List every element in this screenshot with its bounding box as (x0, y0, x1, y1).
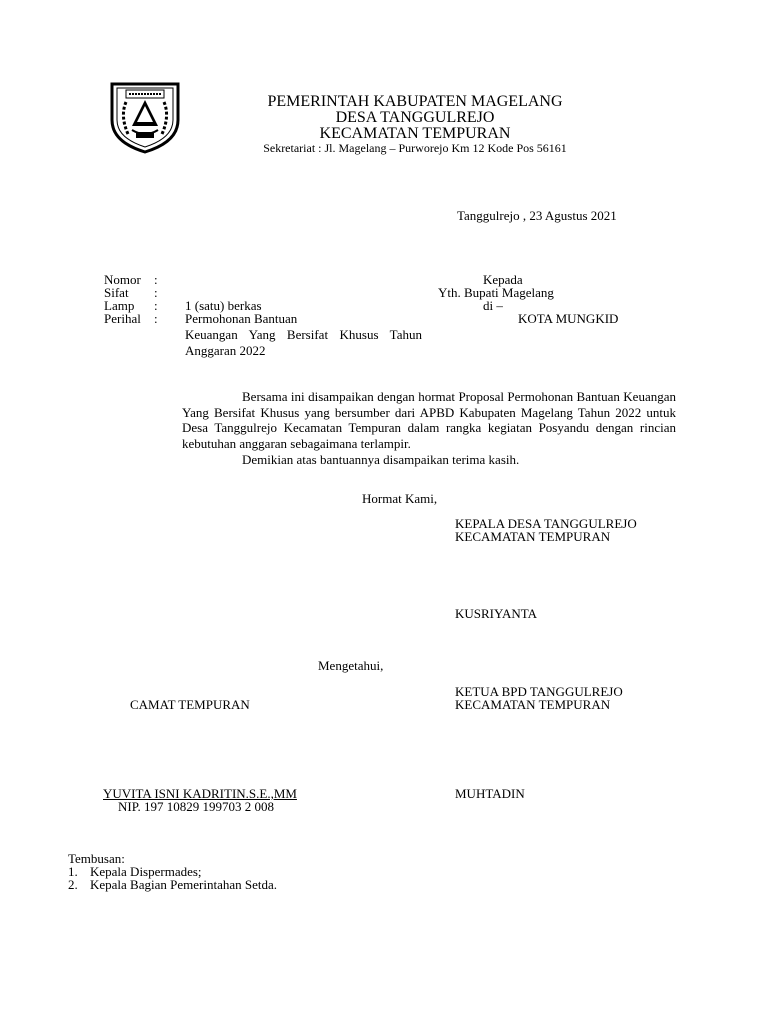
tembusan-item-2-num: 2. (68, 877, 78, 892)
tembusan-item-2: Kepala Bagian Pemerintahan Setda. (90, 877, 277, 892)
perihal-label: Perihal (104, 311, 141, 326)
perihal-line1: Permohonan Bantuan (185, 311, 298, 326)
nomor-label: Nomor (104, 272, 141, 287)
place-date: Tanggulrejo , 23 Agustus 2021 (457, 208, 617, 223)
closing-greeting: Hormat Kami, (362, 491, 438, 506)
body-paragraph-2: Demikian atas bantuannya disampaikan terima kasih. (242, 452, 520, 467)
recipient-city: KOTA MUNGKID (518, 311, 619, 326)
perihal-line2: Keuangan Yang Bersifat Khusus Tahun (185, 327, 422, 342)
tembusan-heading: Tembusan: (68, 851, 125, 866)
bpd-name: MUHTADIN (455, 786, 525, 801)
letterhead-address: Sekretariat : Jl. Magelang – Purworejo Km 12 Kode Pos 56161 (263, 141, 567, 155)
bpd-title-2: KECAMATAN TEMPURAN (455, 697, 611, 712)
sifat-label: Sifat (104, 285, 129, 300)
letterhead-line1: PEMERINTAH KABUPATEN MAGELANG (267, 93, 563, 110)
perihal-line3: Anggaran 2022 (185, 343, 266, 358)
tembusan-item-1: Kepala Dispermades; (90, 864, 202, 879)
body-paragraph-1 (182, 389, 676, 451)
camat-title: CAMAT TEMPURAN (130, 697, 250, 712)
mengetahui-label: Mengetahui, (318, 658, 384, 673)
body-paragraph-1-text: Bersama ini disampaikan dengan hormat Proposal Permohonan Bantuan Keuangan Yang Bersifat Khusus yang bersumber dari APBD Kabupaten Magelang Tahun 2022 untuk Desa Tanggulrejo Kecamatan Tempuran dalam rangka kegiatan Posyandu dengan rincian kebutuhan anggaran sebagaimana terlampir. (182, 389, 676, 451)
signer-title-1: KEPALA DESA TANGGULREJO (455, 516, 637, 531)
recipient-di: di – (483, 298, 503, 313)
camat-name: YUVITA ISNI KADRITIN.S.E.,MM (103, 786, 297, 801)
nomor-colon: : (154, 272, 158, 287)
regency-emblem-icon (106, 80, 184, 154)
recipient-yth: Yth. Bupati Magelang (438, 285, 554, 300)
lamp-value: 1 (satu) berkas (185, 298, 262, 313)
lamp-label: Lamp (104, 298, 135, 313)
signer-name: KUSRIYANTA (455, 606, 538, 621)
letterhead-line2: DESA TANGGULREJO (335, 109, 495, 126)
lamp-colon: : (154, 298, 158, 313)
perihal-value (185, 311, 422, 359)
signer-title-2: KECAMATAN TEMPURAN (455, 529, 611, 544)
sifat-colon: : (154, 285, 158, 300)
perihal-colon: : (154, 311, 158, 326)
letterhead-line3: KECAMATAN TEMPURAN (319, 125, 511, 142)
tembusan-item-1-num: 1. (68, 864, 78, 879)
camat-nip: NIP. 197 10829 199703 2 008 (118, 799, 275, 814)
recipient-kepada: Kepada (483, 272, 523, 287)
bpd-title-1: KETUA BPD TANGGULREJO (455, 684, 623, 699)
